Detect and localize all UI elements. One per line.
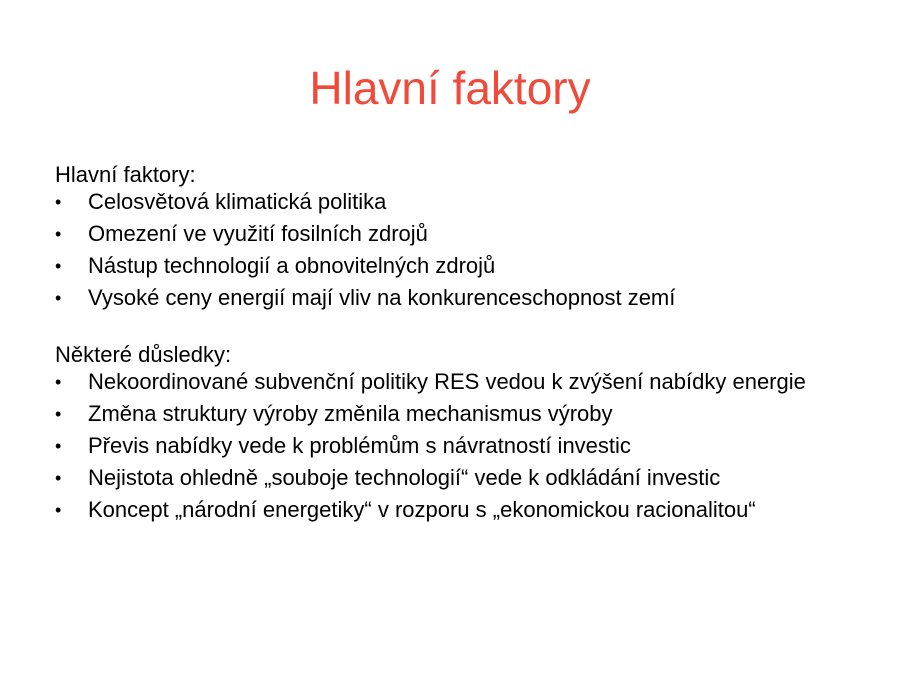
list-item: [55, 286, 885, 310]
list-item: [55, 498, 885, 522]
section-heading-consequences: Některé důsledky:: [55, 342, 232, 367]
list-item: [55, 434, 885, 458]
list-item: [55, 466, 885, 490]
bullet-icon: •: [55, 468, 62, 488]
factors-list: [55, 190, 885, 310]
section-spacer: [55, 318, 885, 340]
section-heading-factors: Hlavní faktory:: [55, 162, 196, 187]
list-item-text: Koncept „národní energetiky“ v rozporu s „ekonomickou racionalitou“: [88, 497, 756, 522]
bullet-icon: •: [55, 224, 62, 244]
list-item: [55, 254, 885, 278]
list-item: [55, 402, 885, 426]
list-item-text: Vysoké ceny energií mají vliv na konkurenceschopnost zemí: [88, 285, 676, 310]
list-item-text: Celosvětová klimatická politika: [88, 189, 387, 214]
bullet-icon: •: [55, 288, 62, 308]
list-item-text: Nástup technologií a obnovitelných zdrojů: [88, 253, 496, 278]
list-item-text: Omezení ve využití fosilních zdrojů: [88, 221, 428, 246]
bullet-icon: •: [55, 192, 62, 212]
slide-title: Hlavní faktory: [309, 62, 591, 114]
bullet-icon: •: [55, 256, 62, 276]
bullet-icon: •: [55, 404, 62, 424]
list-item: [55, 190, 885, 214]
list-item-text: Změna struktury výroby změnila mechanismus výroby: [88, 401, 613, 426]
list-item-text: Nekoordinované subvenční politiky RES vedou k zvýšení nabídky energie: [88, 369, 806, 394]
list-item: [55, 370, 885, 394]
list-item-text: Nejistota ohledně „souboje technologií“ vede k odkládání investic: [88, 465, 721, 490]
bullet-icon: •: [55, 372, 62, 392]
list-item: [55, 222, 885, 246]
slide-content: [55, 160, 885, 530]
list-item-text: Převis nabídky vede k problémům s návratností investic: [88, 433, 631, 458]
consequences-list: [55, 370, 885, 522]
bullet-icon: •: [55, 500, 62, 520]
bullet-icon: •: [55, 436, 62, 456]
